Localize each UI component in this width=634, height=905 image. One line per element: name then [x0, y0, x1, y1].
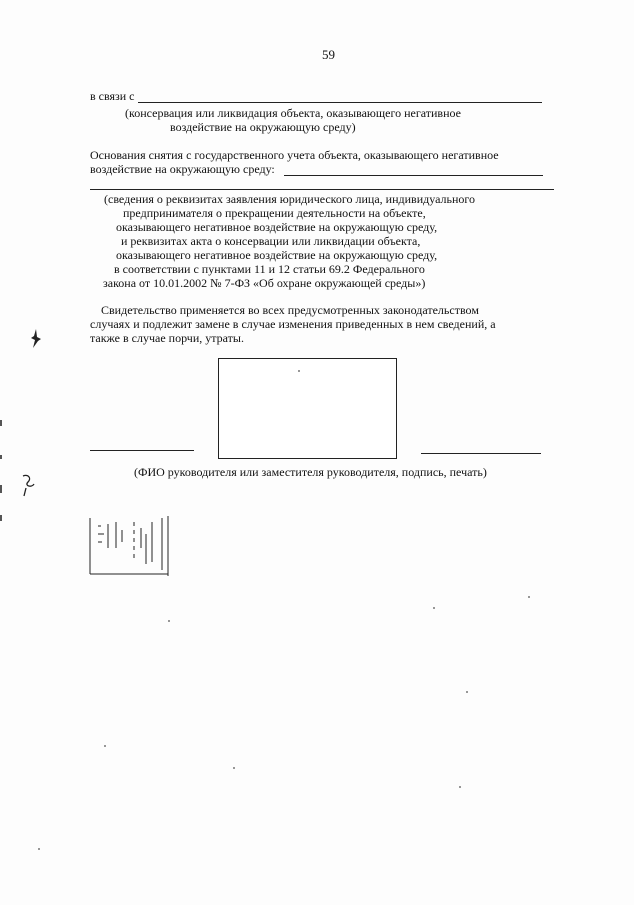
- page-number: 59: [322, 47, 335, 62]
- reason-lead: в связи с: [90, 89, 135, 103]
- note-line-2: случаях и подлежит замене в случае изменения приведенных в нем сведений, а: [90, 317, 496, 331]
- signature-line-right: [421, 453, 541, 454]
- grounds-caption-3: оказывающего негативное воздействие на окружающую среду,: [116, 220, 438, 234]
- scan-speck: [528, 596, 530, 598]
- archive-stamp-icon: [86, 512, 176, 582]
- grounds-fill-line-1: [284, 175, 543, 176]
- grounds-line-2: воздействие на окружающую среду:: [90, 162, 275, 176]
- grounds-caption-6: в соответствии с пунктами 11 и 12 статьи 69.2 Федерального: [114, 262, 425, 276]
- scan-speck: [459, 786, 461, 788]
- signature-line-left: [90, 450, 194, 451]
- scan-speck: [233, 767, 235, 769]
- grounds-caption-4: и реквизитах акта о консервации или ликвидации объекта,: [121, 234, 421, 248]
- scan-speck: [298, 370, 300, 372]
- grounds-line-1: Основания снятия с государственного учета объекта, оказывающего негативное: [90, 148, 499, 162]
- scan-speck: [433, 607, 435, 609]
- scan-speck: [38, 848, 40, 850]
- reason-caption-2: воздействие на окружающую среду): [170, 120, 356, 134]
- signature-caption: (ФИО руководителя или заместителя руководителя, подпись, печать): [134, 465, 487, 479]
- scan-speck: [168, 620, 170, 622]
- grounds-fill-line-2: [90, 189, 554, 190]
- margin-scribble-icon: [20, 472, 38, 498]
- reason-caption-1: (консервация или ликвидация объекта, оказывающего негативное: [125, 106, 461, 120]
- grounds-caption-5: оказывающего негативное воздействие на окружающую среду,: [116, 248, 438, 262]
- stamp-box: [218, 358, 397, 459]
- reason-fill-line: [138, 102, 542, 103]
- grounds-caption-1: (сведения о реквизитах заявления юридического лица, индивидуального: [104, 192, 476, 206]
- margin-mark-icon: [28, 328, 44, 350]
- note-line-3: также в случае порчи, утраты.: [90, 331, 244, 345]
- edge-tick: [0, 515, 2, 521]
- note-line-1: Свидетельство применяется во всех предусмотренных законодательством: [101, 303, 479, 317]
- grounds-caption-2: предпринимателя о прекращении деятельности на объекте,: [123, 206, 426, 220]
- edge-tick: [0, 485, 2, 493]
- grounds-caption-7: закона от 10.01.2002 № 7-ФЗ «Об охране окружающей среды»): [103, 276, 426, 290]
- edge-tick: [0, 420, 2, 426]
- scan-speck: [466, 691, 468, 693]
- edge-tick: [0, 455, 2, 459]
- scan-speck: [104, 745, 106, 747]
